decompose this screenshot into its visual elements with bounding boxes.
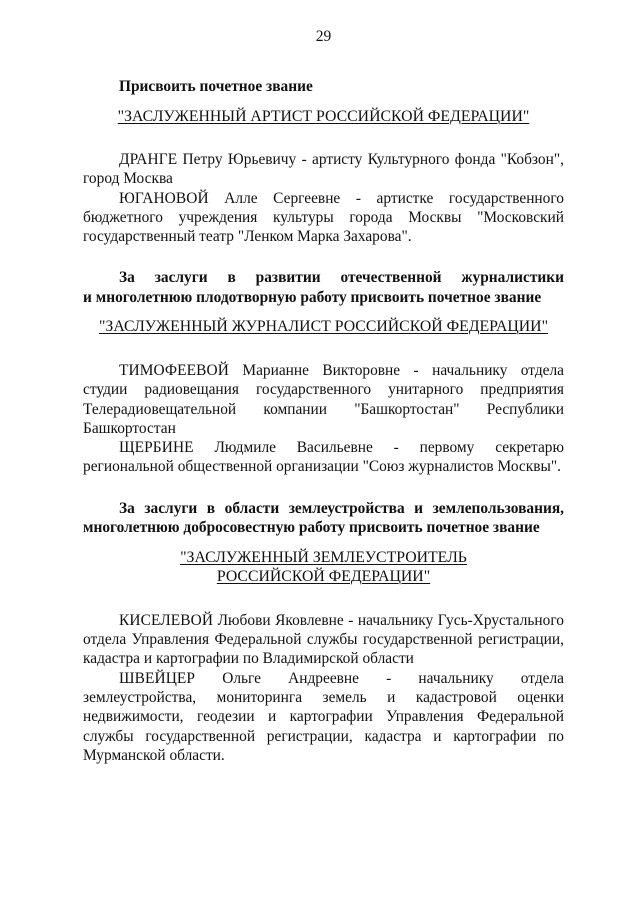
award-title — [83, 317, 564, 337]
recipient-details: Людмиле Васильевне - первому секретарю региональной общественной организации "Союз журналистов Москвы". — [83, 439, 564, 476]
section-lead-line: и многолетнюю плодотворную работу присвоить почетное звание — [83, 288, 542, 306]
recipient-entry — [83, 361, 564, 438]
recipient-details: Марианне Викторовне - начальнику отдела студии радиовещания государственного унитарного предприятия Телерадиовещательной компании "Башкортостан" Республики Башкортостан — [83, 361, 564, 437]
award-title-line: "ЗАСЛУЖЕННЫЙ АРТИСТ РОССИЙСКОЙ ФЕДЕРАЦИИ" — [117, 107, 530, 125]
award-title-line: "ЗАСЛУЖЕННЫЙ ЖУРНАЛИСТ РОССИЙСКОЙ ФЕДЕРАЦИИ" — [98, 318, 549, 336]
recipient-entry — [83, 669, 564, 765]
recipient-entry — [83, 189, 564, 247]
recipient-details: Алле Сергеевне - артистке государственного бюджетного учреждения культуры города Москвы "Московский государственный театр "Ленком Марка Захарова". — [83, 189, 564, 246]
award-title — [83, 107, 564, 127]
recipient-surname: ТИМОФЕЕВОЙ — [119, 361, 229, 379]
award-title — [83, 548, 564, 587]
recipient-entry — [83, 611, 564, 669]
page-number: 29 — [315, 28, 332, 45]
section-lead-line: За заслуги в развитии отечественной журналистики — [119, 269, 564, 287]
recipient-surname: ЩЕРБИНЕ — [119, 439, 194, 457]
award-section-land-surveyor — [83, 499, 564, 765]
section-lead-line: За заслуги в области землеустройства и землепользования, — [119, 499, 564, 517]
recipient-surname: ШВЕЙЦЕР — [119, 669, 196, 687]
award-title-line: РОССИЙСКОЙ ФЕДЕРАЦИИ" — [216, 568, 431, 586]
award-title-line: "ЗАСЛУЖЕННЫЙ ЗЕМЛЕУСТРОИТЕЛЬ — [180, 548, 467, 566]
recipient-surname: ЮГАНОВОЙ — [119, 189, 209, 207]
award-section-journalist — [83, 268, 564, 476]
recipient-surname: КИСЕЛЕВОЙ — [119, 611, 214, 629]
recipient-details: Ольге Андреевне - начальнику отдела землеустройства, мониторинга земель и кадастровой оценки недвижимости, геодезии и картографии Управления Федеральной службы государственной регистрации, кадастра и картографии по Мурманской области. — [83, 669, 564, 764]
section-lead — [83, 499, 564, 538]
recipient-details: Петру Юрьевичу - артисту Культурного фонда "Кобзон", город Москва — [83, 151, 564, 188]
section-lead-line: многолетнюю добросовестную работу присвоить почетное звание — [83, 519, 540, 537]
award-section-artist — [83, 77, 564, 246]
section-lead — [83, 77, 564, 97]
recipient-surname: ДРАНГЕ — [119, 151, 178, 168]
recipient-details: Любови Яковлевне - начальнику Гусь-Хрустального отдела Управления Федеральной службы государственной регистрации, кадастра и картографии по Владимирской области — [83, 611, 564, 668]
section-lead — [83, 268, 564, 307]
recipient-entry — [83, 438, 564, 477]
recipient-entry — [83, 150, 564, 189]
section-lead-line: Присвоить почетное звание — [119, 78, 313, 95]
